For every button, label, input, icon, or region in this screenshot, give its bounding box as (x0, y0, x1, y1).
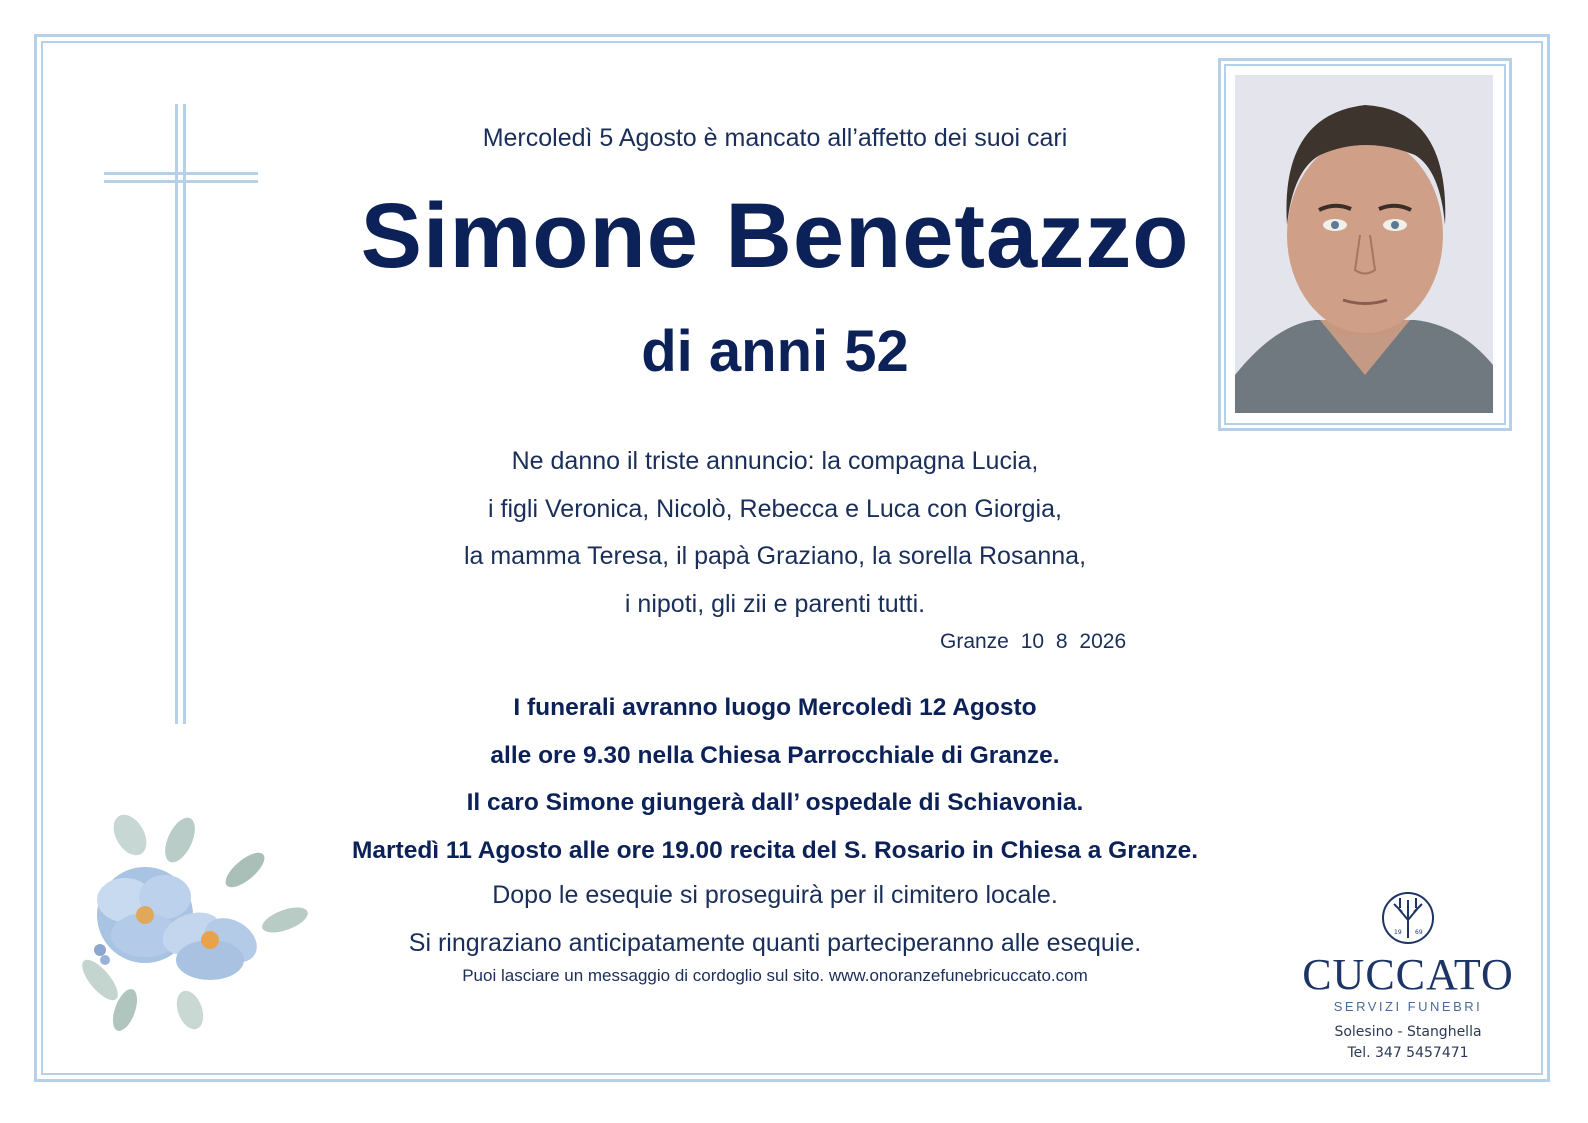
logo-phone: Tel. 347 5457471 (1347, 1045, 1469, 1061)
tree-emblem-icon (1380, 890, 1436, 946)
deceased-age: di anni 52 (641, 319, 909, 384)
announcement (260, 438, 1290, 628)
closing-text (260, 872, 1290, 967)
portrait-photo (1235, 75, 1493, 413)
announcement-line: la mamma Teresa, il papà Graziano, la sorella Rosanna, (463, 542, 1087, 570)
funeral-line: Martedì 11 Agosto alle ore 19.00 recita del S. Rosario in Chiesa a Granze. (351, 836, 1199, 864)
place-date: Granze 10 8 2026 (940, 630, 1127, 653)
logo-subtitle: SERVIZI FUNEBRI (1333, 999, 1483, 1014)
logo-location (1298, 1022, 1518, 1064)
logo-year-right: 69 (1415, 929, 1423, 936)
closing-line: Si ringraziano anticipatamente quanti parteciperanno alle esequie. (408, 928, 1142, 957)
condolence-message: Puoi lasciare un messaggio di cordoglio sul sito. www.onoranzefunebricuccato.com (462, 966, 1088, 985)
funeral-line: Il caro Simone giungerà dall’ ospedale di Schiavonia. (466, 789, 1084, 816)
announcement-line: i nipoti, gli zii e parenti tutti. (624, 589, 926, 618)
logo-name: CUCCATO (1302, 950, 1514, 999)
death-intro: Mercoledì 5 Agosto è mancato all’affetto dei suoi cari (482, 124, 1068, 152)
announcement-line: i figli Veronica, Nicolò, Rebecca e Luca con Giorgia, (488, 494, 1062, 523)
logo-year-left: 19 (1394, 929, 1402, 936)
deceased-name: Simone Benetazzo (360, 185, 1190, 287)
funeral-line: I funerali avranno luogo Mercoledì 12 Agosto (513, 694, 1037, 721)
funeral-details (260, 684, 1290, 874)
announcement-line: Ne danno il triste annuncio: la compagna Lucia, (511, 447, 1039, 475)
logo-city: Solesino - Stanghella (1334, 1024, 1482, 1040)
flower-bouquet-icon (70, 810, 310, 1035)
cross-icon (100, 104, 264, 724)
funeral-line: alle ore 9.30 nella Chiesa Parrocchiale di Granze. (490, 741, 1060, 769)
closing-line: Dopo le esequie si proseguirà per il cimitero locale. (492, 881, 1058, 909)
company-logo (1298, 890, 1518, 1064)
